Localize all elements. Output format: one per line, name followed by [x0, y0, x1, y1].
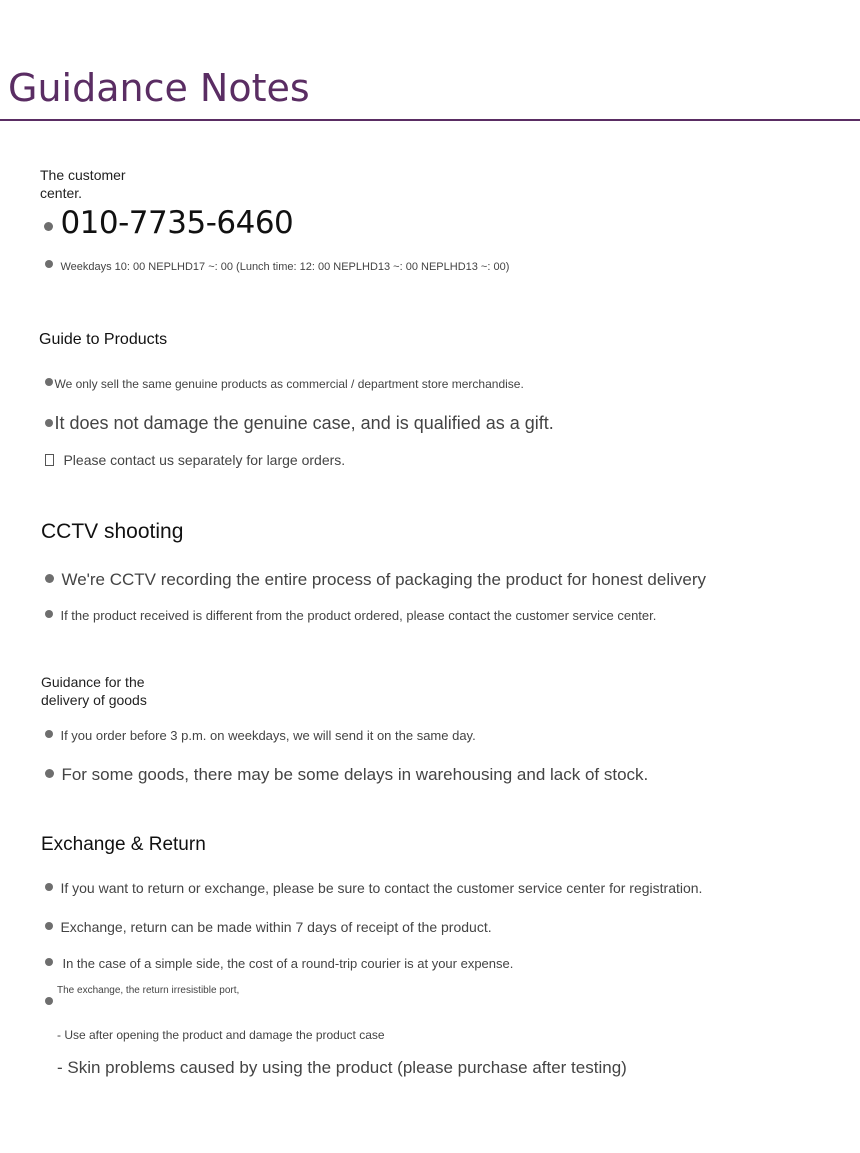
products-heading: Guide to Products: [39, 331, 168, 348]
list-item-text: Please contact us separately for large orders.: [63, 452, 346, 468]
bullet-icon: [45, 730, 53, 738]
list-item-text: We only sell the same genuine products as commercial / department store merchandise.: [54, 377, 524, 391]
list-item-text: For some goods, there may be some delays in warehousing and lack of stock.: [61, 765, 649, 784]
bullet-icon: [45, 769, 54, 778]
list-item: [45, 880, 702, 898]
title-divider: [0, 119, 860, 121]
bullet-icon: [45, 883, 53, 891]
hours-line: [45, 257, 509, 275]
phone-number: 010-7735-6460: [60, 205, 294, 241]
list-item-text: It does not damage the genuine case, and is qualified as a gift.: [54, 413, 554, 433]
list-item: [45, 413, 554, 434]
list-item-text: In the case of a simple side, the cost of a round-trip courier is at your expense.: [62, 956, 514, 971]
page-title: Guidance Notes: [8, 66, 310, 110]
sub-item: - Skin problems caused by using the product (please purchase after testing): [57, 1058, 627, 1077]
bullet-icon: [45, 419, 53, 427]
exchange-heading: Exchange & Return: [41, 834, 206, 855]
list-item: [45, 727, 476, 745]
business-hours: Weekdays 10: 00 NEPLHD17 ~: 00 (Lunch time: 12: 00 NEPLHD13 ~: 00 NEPLHD13 ~: 00): [60, 261, 510, 273]
list-item: [45, 765, 648, 785]
list-item-text: We're CCTV recording the entire process of packaging the product for honest delivery: [61, 570, 706, 589]
list-item: [45, 607, 656, 625]
list-item-text: If you want to return or exchange, please be sure to contact the customer service center for registration.: [60, 880, 703, 896]
list-item: [45, 452, 345, 470]
delivery-heading: Guidance for the delivery of goods: [41, 674, 147, 708]
list-item-text: If the product received is different from the product ordered, please contact the customer service center.: [60, 608, 657, 623]
phone-line: [44, 205, 293, 241]
cctv-heading: CCTV shooting: [41, 520, 184, 543]
bullet-icon: [44, 222, 53, 231]
bullet-icon: [45, 378, 53, 386]
bullet-icon: [45, 610, 53, 618]
list-item-text: Exchange, return can be made within 7 days of receipt of the product.: [60, 919, 492, 935]
bullet-icon: [45, 260, 53, 268]
list-item: [45, 994, 56, 1012]
sub-item: - Use after opening the product and damage the product case: [57, 1028, 385, 1042]
list-item-text: The exchange, the return irresistible port,: [57, 985, 240, 996]
bullet-icon: [45, 958, 53, 966]
list-item-text: If you order before 3 p.m. on weekdays, we will send it on the same day.: [60, 728, 476, 743]
bullet-icon: [45, 574, 54, 583]
list-item: [45, 375, 524, 393]
list-item: [45, 919, 492, 937]
bullet-icon: [45, 922, 53, 930]
list-item: [45, 955, 513, 973]
list-item: [45, 570, 706, 590]
bullet-icon: [45, 997, 53, 1005]
box-icon: [45, 454, 54, 466]
customer-center-heading: The customer center.: [40, 167, 126, 201]
